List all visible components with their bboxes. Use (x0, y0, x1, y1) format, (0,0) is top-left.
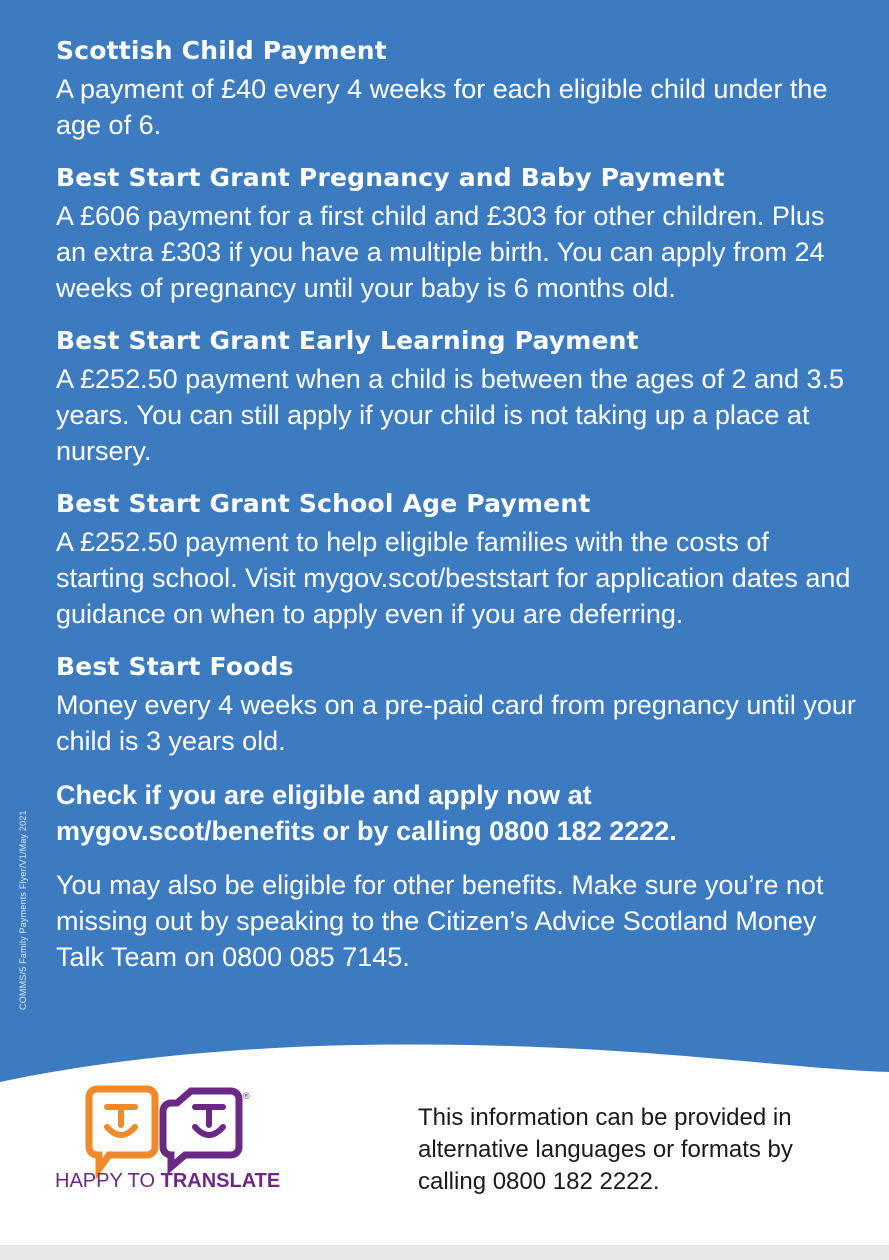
logo-text-happy-to: HAPPY TO (55, 1170, 161, 1192)
registered-mark: ® (243, 1091, 250, 1101)
section-body: Money every 4 weeks on a pre-paid card from pregnancy until your child is 3 years old. (56, 690, 856, 756)
section-title: Best Start Foods (56, 652, 294, 681)
section-pregnancy-baby-payment (56, 161, 856, 306)
section-title: Scottish Child Payment (56, 36, 387, 65)
section-body: A £252.50 payment when a child is between the ages of 2 and 3.5 years. You can still apply if your child is not taking up a place at nursery. (56, 364, 845, 466)
section-school-age-payment (56, 487, 856, 632)
section-title: Best Start Grant Early Learning Payment (56, 326, 639, 355)
call-to-action: Check if you are eligible and apply now at mygov.scot/benefits or by calling 0800 182 2222. (56, 780, 677, 846)
section-scottish-child-payment (56, 34, 856, 143)
section-body: A payment of £40 every 4 weeks for each eligible child under the age of 6. (56, 74, 828, 140)
document-reference-code: COMMS/5 Family Payments Flyer/V1/May 2021 (18, 810, 28, 1010)
section-early-learning-payment (56, 324, 856, 469)
alternative-formats-info: This information can be provided in alternative languages or formats by calling 0800 182 2222. (418, 1104, 793, 1195)
section-body: A £606 payment for a first child and £303 for other children. Plus an extra £303 if you have a multiple birth. You can apply from 24 weeks of pregnancy until your baby is 6 months old. (56, 201, 825, 303)
section-title: Best Start Grant Pregnancy and Baby Payment (56, 163, 725, 192)
section-title: Best Start Grant School Age Payment (56, 489, 591, 518)
bottom-bar (0, 1245, 889, 1260)
section-best-start-foods (56, 650, 856, 759)
section-body: A £252.50 payment to help eligible families with the costs of starting school. Visit mygov.scot/beststart for application dates and guidance on when to apply even if you are deferring. (56, 527, 851, 629)
main-content (56, 34, 856, 975)
more-benefits-info: You may also be eligible for other benefits. Make sure you’re not missing out by speaking to the Citizen’s Advice Scotland Money Talk Team on 0800 085 7145. (56, 870, 824, 972)
logo-wordmark (55, 1170, 280, 1193)
logo-text-translate: TRANSLATE (160, 1170, 281, 1192)
